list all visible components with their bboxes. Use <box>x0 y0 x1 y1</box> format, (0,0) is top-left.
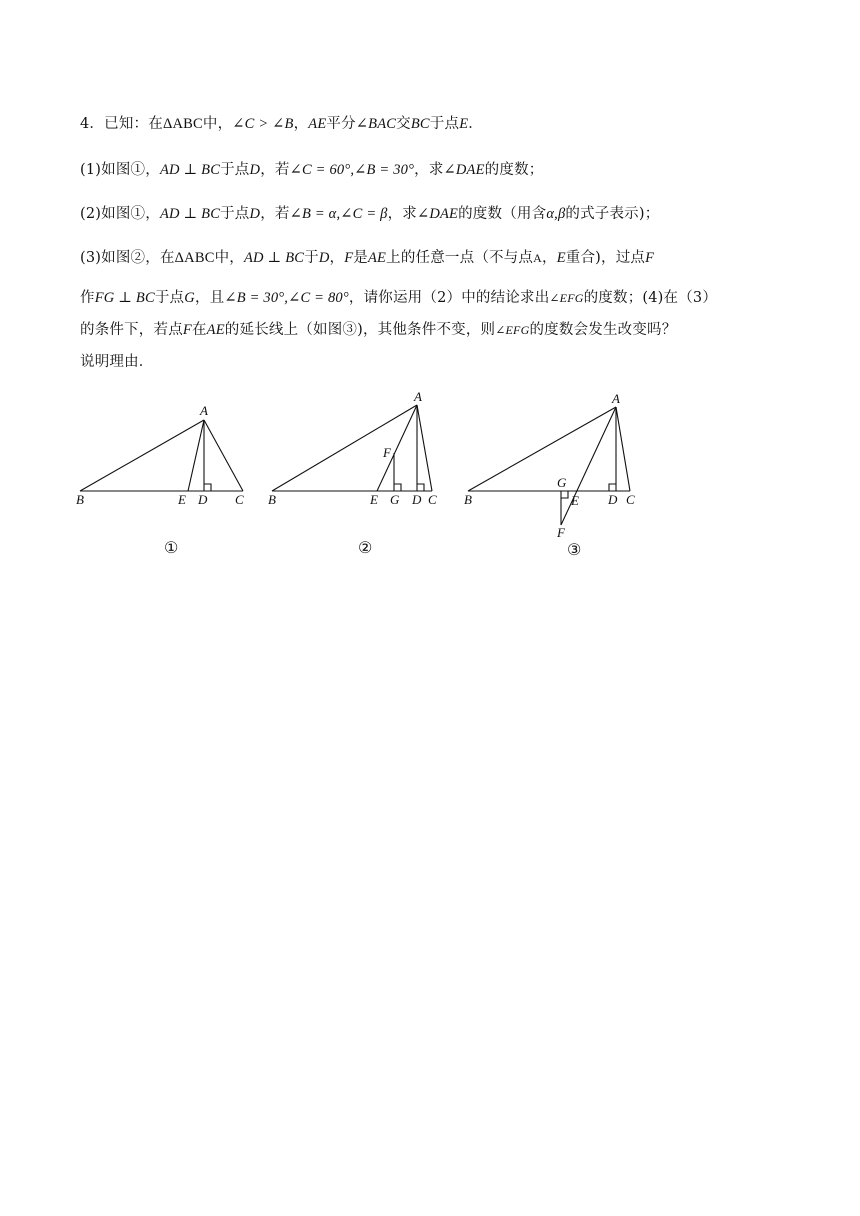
fig2-label-e: E <box>370 492 378 507</box>
figure-1-triangle <box>80 420 243 491</box>
question-3-line-1: (3)如图②，在ΔABC中，AD ⊥ BC于D，F是AE上的任意一点（不与点A，E重合)，过点F <box>80 250 655 266</box>
fig1-label-b: B <box>76 492 84 507</box>
problem-statement: 4．已知：在ΔABC中，∠C > ∠B，AE平分∠BAC交BC于点E． <box>80 116 483 132</box>
fig3-label-e: E <box>571 493 579 508</box>
fig3-label-b: B <box>464 492 472 507</box>
figures-diagram <box>70 385 660 565</box>
fig3-label-d: D <box>608 492 618 507</box>
fig1-caption: ① <box>164 540 179 557</box>
question-3-line-4: 说明理由． <box>80 354 154 370</box>
fig2-label-a: A <box>414 389 422 404</box>
fig2-label-f: F <box>383 445 391 460</box>
fig2-label-d: D <box>412 492 422 507</box>
fig1-label-d: D <box>198 492 208 507</box>
question-3-line-2: 作FG ⊥ BC于点G，且∠B = 30°,∠C = 80°，请你运用（2）中的结论求出∠EFG的度数；(4)在（3） <box>80 290 718 306</box>
fig3-label-g: G <box>557 475 567 490</box>
fig3-label-c: C <box>626 492 635 507</box>
fig1-label-e: E <box>178 492 186 507</box>
fig2-label-c: C <box>428 492 437 507</box>
question-3-line-3: 的条件下，若点F在AE的延长线上（如图③)，其他条件不变，则∠EFG的度数会发生改变吗？ <box>80 322 677 338</box>
fig2-caption: ② <box>358 540 373 557</box>
fig2-label-g: G <box>390 492 400 507</box>
fig1-label-c: C <box>235 492 244 507</box>
fig2-label-b: B <box>268 492 276 507</box>
fig1-label-a: A <box>200 403 208 418</box>
figure-3-triangle <box>468 407 630 525</box>
fig3-label-f: F <box>557 525 565 540</box>
fig3-caption: ③ <box>567 542 582 559</box>
fig3-label-a: A <box>612 391 620 406</box>
figure-2-triangle <box>272 405 432 491</box>
question-1: (1)如图①，AD ⊥ BC于点D，若∠C = 60°,∠B = 30°，求∠DAE的度数； <box>80 162 544 178</box>
question-2: (2)如图①，AD ⊥ BC于点D，若∠B = α,∠C = β，求∠DAE的度数（用含α,β的式子表示)； <box>80 206 660 222</box>
